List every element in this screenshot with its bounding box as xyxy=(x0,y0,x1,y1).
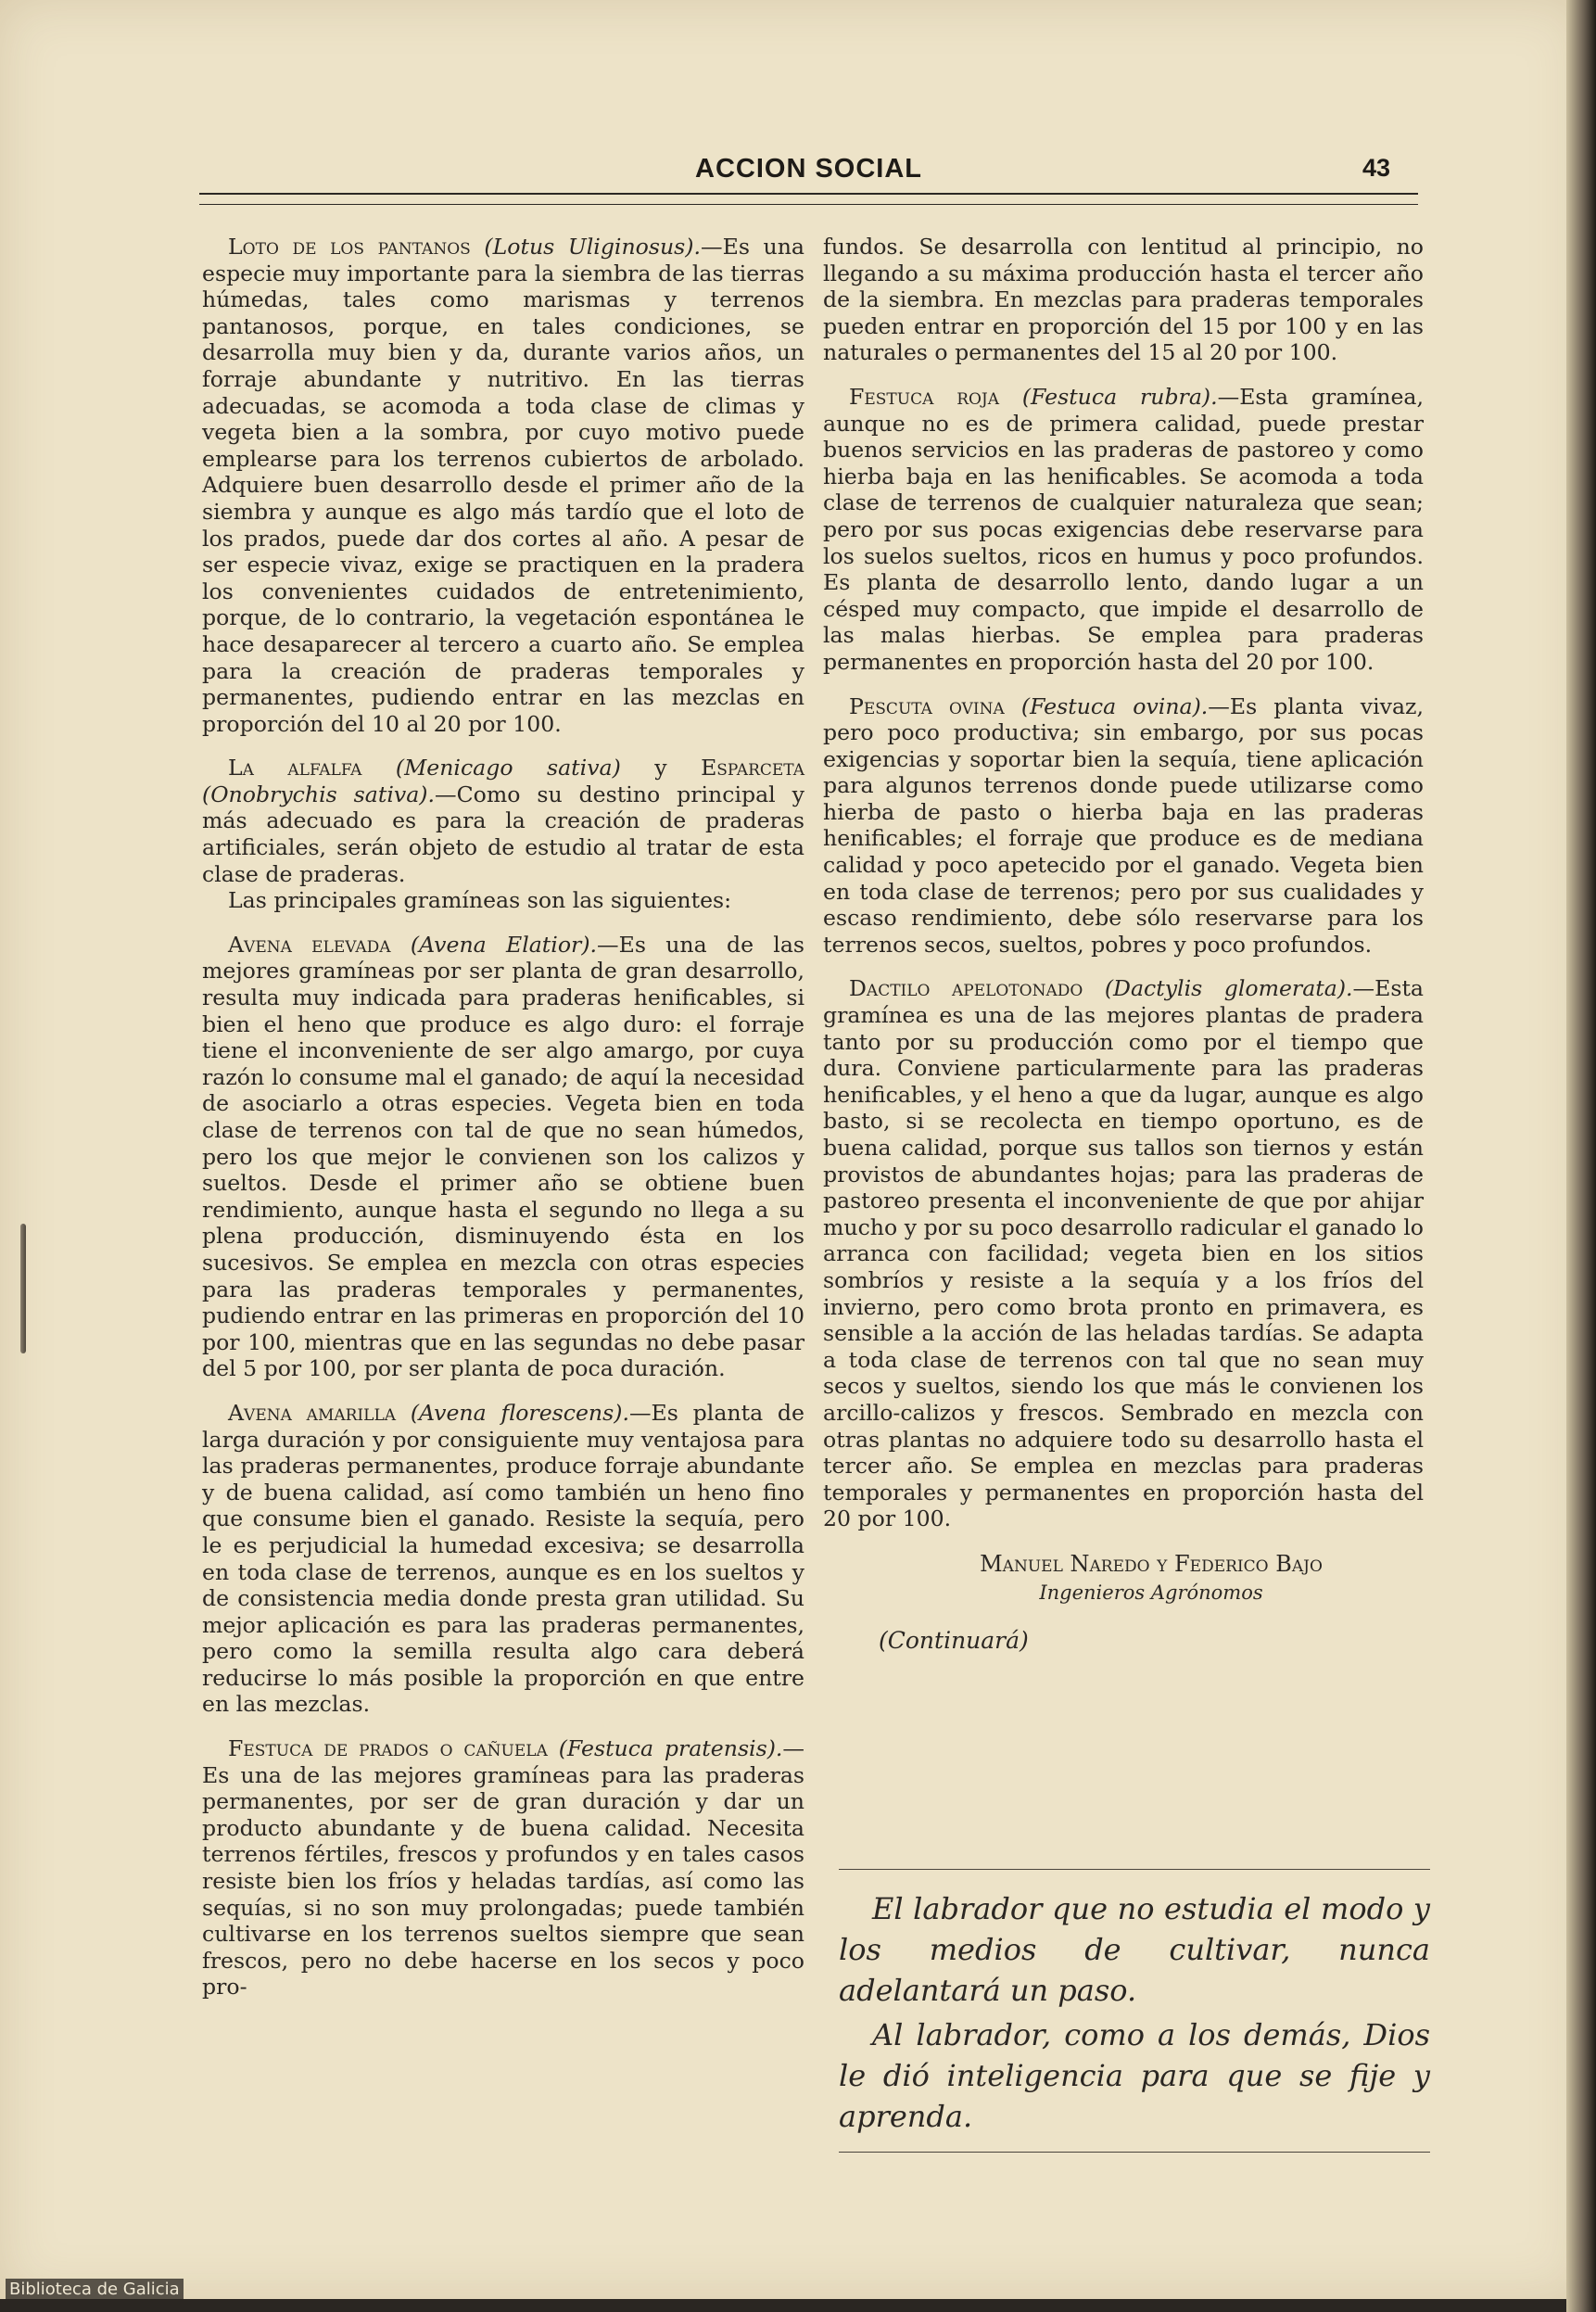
paragraph-body: —Esta gramínea, aunque no es de primera calidad, puede prestar buenos servicios en las praderas de pastoreo y como hierba baja en las henificables. Se acomoda a toda clase de terrenos de cualquier naturaleza que sean; pero por sus pocas exigencias debe reservarse para los suelos sueltos, ricos en humus y poco profundos. Es planta de desarrollo lento, dando lugar a un césped muy compacto, que impide el desarrollo de las malas hierbas. Se emplea para praderas permanentes en proporción hasta del 20 por 100. xyxy=(823,383,1424,675)
library-credit: Biblioteca de Galicia xyxy=(6,2279,184,2300)
binding-staple xyxy=(20,1224,26,1353)
paragraph-body: —Esta gramínea es una de las mejores plantas de pradera tanto por su producción como por el tiempo que dura. Conviene particularmente para las praderas henificables, y el heno a que da lugar, aunque es algo basto, si se recolecta en tiempo oportuno, es de buena calidad, porque sus tallos son tiernos y están provistos de abundantes hojas; para las praderas de pastoreo presenta el inconveniente de que por ahijar mucho y por su poco desarrollo radicular el ganado lo arranca con facilidad; vegeta bien en los sitios sombríos y resiste a la sequía y a los fríos del invierno, pero como brota pronto en primavera, es sensible a la acción de las heladas tardías. Se adapta a toda clase de terrenos con tal que no sean muy secos y sueltos, siendo los que más le convienen los arcillo-calizos y frescos. Sembrado en mezcla con otras plantas no adquiere todo su desarrollo hasta el tercer año. Se emplea en mezclas para praderas temporales y permanentes en proporción hasta del 20 por 100. xyxy=(823,975,1425,1532)
article-paragraph xyxy=(823,975,1424,1531)
species-name: Loto de los pantanos xyxy=(228,234,471,260)
latin-name: (Avena florescens). xyxy=(410,1399,629,1426)
article-paragraph: fundos. Se desarrolla con lentitud al principio, no llegando a su máxima producción hasta el tercer año de la siembra. En mezclas para praderas temporales pueden entrar en proporción del 15 por 100 y en las naturales o permanentes del 15 al 20 por 100. xyxy=(823,234,1424,366)
quote-line: El labrador que no estudia el modo y los medios de cultivar, nunca adelantará un paso. xyxy=(839,1891,1430,2008)
species-name: Dactilo apelotonado xyxy=(849,975,1083,1002)
journal-title: ACCION SOCIAL xyxy=(695,154,922,184)
species-name: Festuca roja xyxy=(849,383,1000,410)
article-paragraph xyxy=(202,932,804,1382)
latin-name: (Lotus Uliginosus). xyxy=(484,234,701,260)
species-name: La alfalfa xyxy=(228,755,362,781)
latin-name: (Dactylis glomerata). xyxy=(1104,975,1353,1002)
latin-name: (Festuca ovina). xyxy=(1020,692,1209,719)
latin-name: (Menicago sativa) xyxy=(395,755,621,781)
article-paragraph xyxy=(202,1735,804,2001)
paragraph-connector: y xyxy=(620,755,702,781)
page-number: 43 xyxy=(1362,154,1390,182)
species-name: Avena amarilla xyxy=(228,1399,397,1426)
paragraph-body: —Es una de las mejores gramíneas por ser planta de gran desarrollo, resulta muy indicada para praderas henificables, si bien el heno que produce es algo duro: el forraje tiene el inconveniente de ser algo amargo, por cuya razón lo consume mal el ganado; de aquí la necesidad de asociarlo a otras especies. Vegeta bien en toda clase de terrenos con tal de que no sean húmedos, pero los que mejor le convienen son los calizos y sueltos. Desde el primer año se obtiene buen rendimiento, aunque hasta el segundo no llega a su plena producción, disminuyendo ésta en los sucesivos. Se emplea en mezcla con otras especies para las praderas temporales y permanentes, pudiendo entrar en las primeras en proporción del 10 por 100, mientras que en las segundas no debe pasar del 5 por 100, por ser planta de poca duración. xyxy=(202,931,805,1382)
header-rule xyxy=(199,193,1418,205)
author-signature: Manuel Naredo y Federico Bajo xyxy=(980,1550,1323,1577)
species-name: Esparceta xyxy=(701,755,804,781)
paragraph-body: —Como su destino principal y más adecuado es para la creación de praderas artificiales, serán objeto de estudio al tratar de esta clase de praderas. xyxy=(202,781,804,887)
article-paragraph xyxy=(823,384,1424,676)
article-paragraph xyxy=(202,755,804,887)
left-column xyxy=(202,234,804,2018)
species-name: Festuca de prados o cañuela xyxy=(228,1735,548,1762)
latin-name: (Festuca pratensis). xyxy=(558,1735,783,1762)
article-paragraph xyxy=(823,693,1424,959)
right-column xyxy=(823,234,1424,1655)
article-paragraph xyxy=(202,234,804,737)
species-name: Pescuta ovina xyxy=(849,692,1005,719)
continues-note: (Continuará) xyxy=(879,1627,1029,1655)
author-role: Ingenieros Agrónomos xyxy=(1039,1581,1263,1604)
page-edge-shadow xyxy=(1566,0,1596,2312)
paragraph-body: —Es una especie muy importante para la siembra de las tierras húmedas, tales como marismas y terrenos pantanosos, porque, en tales condiciones, se desarrolla muy bien y da, durante varios años, un forraje abundante y nutritivo. En las tierras adecuadas, se acomoda a toda clase de climas y vegeta bien a la sombra, por cuyo motivo puede emplearse para los terrenos cubiertos de arbolado. Adquiere buen desarrollo desde el primer año de la siembra y aunque es algo más tardío que el loto de los prados, puede dar dos cortes al año. A pesar de ser especie vivaz, exige se practiquen en la pradera los convenientes cuidados de entretenimiento, porque, de lo contrario, la vegetación espontánea le hace desaparecer al tercero a cuarto año. Se emplea para la creación de praderas temporales y permanentes, pudiendo entrar en las mezclas en proporción del 10 al 20 por 100. xyxy=(202,234,804,737)
latin-name: (Onobrychis sativa). xyxy=(202,781,435,807)
article-paragraph: Las principales gramíneas son las siguientes: xyxy=(228,887,732,914)
latin-name: (Avena Elatior). xyxy=(410,931,598,958)
quote-line: Al labrador, como a los demás, Dios le dió inteligencia para que se fije y aprenda. xyxy=(839,2017,1430,2134)
latin-name: (Festuca rubra). xyxy=(1021,383,1218,410)
paragraph-body: —Es planta vivaz, pero poco productiva; sin embargo, por sus pocas exigencias y soportar bien la sequía, tiene aplicación para algunos terrenos donde puede utilizarse como hierba de pasto o hierba baja en las praderas henificables; el forraje que produce es de mediana calidad y poco apetecido por el ganado. Vegeta bien en toda clase de terrenos; pero por sus cualidades y escaso rendimiento, debe sólo reservarse para los terrenos secos, sueltos, pobres y poco profundos. xyxy=(823,692,1424,958)
article-paragraph xyxy=(202,1400,804,1718)
paragraph-body: —Es una de las mejores gramíneas para las praderas permanentes, por ser de gran duración y dar un producto abundante y de buena calidad. Necesita terrenos fértiles, frescos y profundos y en tales casos resiste bien los fríos y heladas tardías, así como las sequías, si no son muy prolongadas; puede también cultivarse en los terrenos sueltos siempre que sean frescos, pero no debe hacerse en los secos y poco pro- xyxy=(202,1735,805,2001)
quote-box xyxy=(839,1869,1430,2153)
species-name: Avena elevada xyxy=(228,931,391,958)
paragraph-body: —Es planta de larga duración y por consiguiente muy ventajosa para las praderas permanentes, produce forraje abundante y de buena calidad, así como también un heno fino que consume bien el ganado. Resiste la sequía, pero le es perjudicial la humedad excesiva; se desarrolla en toda clase de terrenos, aunque es en los sueltos y de consistencia media donde presta gran utilidad. Su mejor aplicación es para las praderas permanentes, pero como la semilla resulta algo cara deberá reducirse lo más posible la proporción en que entre en las mezclas. xyxy=(202,1399,805,1718)
